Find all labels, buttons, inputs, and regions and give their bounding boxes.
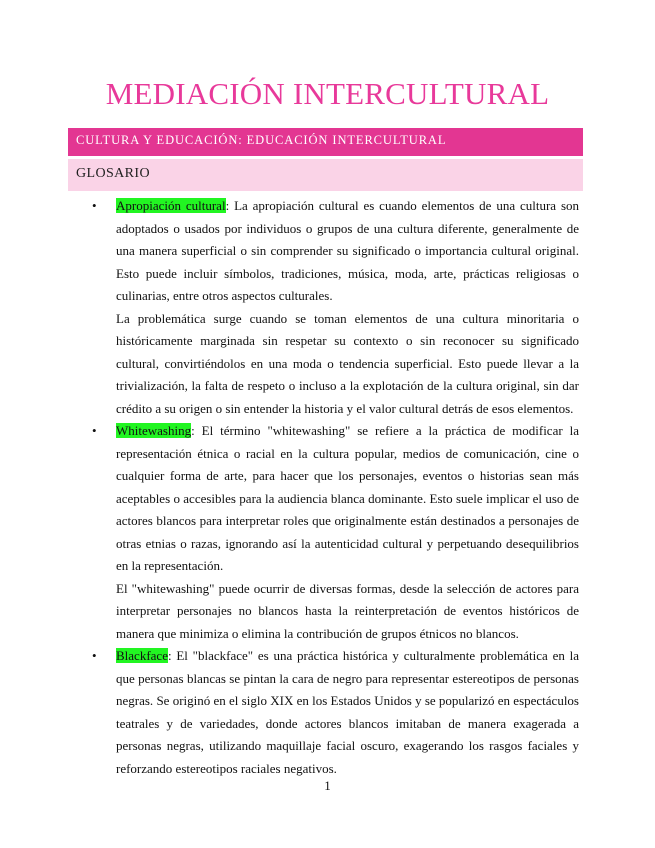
bullet-icon: • [92,648,97,663]
definition-paragraph [116,420,579,578]
definition-text: : El "blackface" es una práctica histórica y culturalmente problemática en la que personas blancas se pintan la cara de negro para representar estereotipos de personas negras. Se originó en el siglo XIX en los Estados Unidos y se popularizó en espectáculos teatrales y de variedades, donde actores blancos imitaban de manera exagerada a personas negras, utilizando maquillaje facial oscuro, exagerando los rasgos faciales y reforzando estereotipos raciales negativos. [116,648,579,776]
banner-text: CULTURA Y EDUCACIÓN: EDUCACIÓN INTERCULTURAL [76,133,447,147]
glossary-item-apropiacion [92,195,580,420]
definition-text: : La apropiación cultural es cuando elementos de una cultura son adoptados o usados por individuos o grupos de una cultura diferente, generalmente de una manera superficial o sin comprender su significado o importancia cultural original. Esto puede incluir símbolos, tradiciones, música, moda, arte, prácticas religiosas o culinarias, entre otros aspectos culturales. [116,198,580,303]
glossary-term: Whitewashing [116,423,192,438]
glossary-term: Blackface [116,648,168,663]
bullet-icon: • [92,198,97,213]
glossary-term: Apropiación cultural [116,198,226,213]
document-title: MEDIACIÓN INTERCULTURAL [105,76,550,111]
definition-paragraph: La problemática surge cuando se toman elementos de una cultura minoritaria o históricamente marginada sin respetar su contexto o sin reconocer su significado cultural, convirtiéndolos en una moda o tendencia superficial. Esto puede llevar a la trivialización, la falta de respeto o incluso a la explotación de la cultura original, sin dar crédito a su origen o sin entender la historia y el valor cultural detrás de esos elementos. [116,310,579,416]
definition-paragraph [116,645,579,780]
definition-paragraph [116,195,579,308]
section-banner [68,128,583,156]
glossary-item-whitewashing [92,420,579,645]
page-number: 1 [324,778,331,793]
glossary-header [68,159,583,191]
definition-text: : El término "whitewashing" se refiere a la práctica de modificar la representación étnica o racial en la cultura popular, medios de comunicación, cine o cualquier forma de arte, para hacer que los personajes, eventos o historias sean más aceptables o accesibles para la audiencia blanca dominante. Esto suele implicar el uso de actores blancos para interpretar roles que originalmente están destinados a personajes de otras etnias o razas, ignorando así la autenticidad cultural y perpetuando desequilibrios en la representación. [116,423,579,573]
glossary-title: GLOSARIO [76,166,150,181]
bullet-icon: • [92,423,97,438]
definition-paragraph: El "whitewashing" puede ocurrir de diversas formas, desde la selección de actores para interpretar personajes no blancos hasta la reinterpretación de eventos históricos de manera que minimiza o elimina la contribución de grupos étnicos no blancos. [116,580,579,641]
glossary-list [92,195,580,780]
glossary-item-blackface [92,645,579,780]
